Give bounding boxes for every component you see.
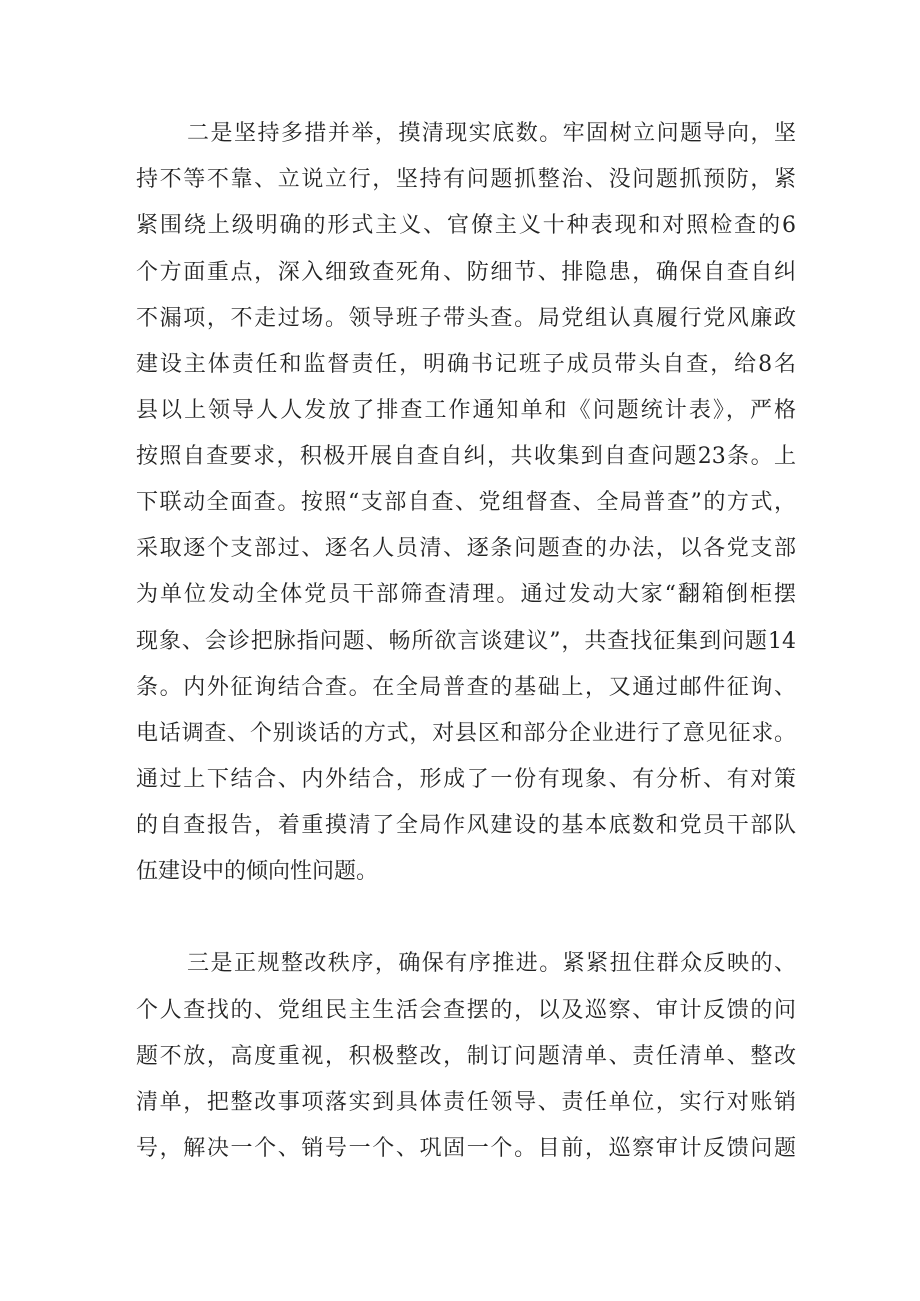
paragraph-2-line-4: 个方面重点，深入细致查死角、防细节、排隐患，确保自查自纠 <box>136 260 796 285</box>
paragraph-2-line-1: 二是坚持多措并举，摸清现实底数。牢固树立问题导向，坚 <box>187 121 796 146</box>
paragraph-2-line-13: 条。内外征询结合查。在全局普查的基础上，又通过邮件征询、 <box>136 675 796 700</box>
paragraph-2-line-12: 现象、会诊把脉指问题、畅所欲言谈建议”，共查找征集到问题14 <box>136 629 796 654</box>
paragraph-2-line-3: 紧围绕上级明确的形式主义、官僚主义十种表现和对照检查的6 <box>136 213 796 238</box>
paragraph-2-line-14: 电话调查、个别谈话的方式，对县区和部分企业进行了意见征求。 <box>136 721 796 746</box>
paragraph-2-line-16: 的自查报告，着重摸清了全局作风建设的基本底数和党员干部队 <box>136 813 796 838</box>
paragraph-3-line-4: 清单，把整改事项落实到具体责任领导、责任单位，实行对账销 <box>136 1090 796 1115</box>
paragraph-2-line-10: 采取逐个支部过、逐名人员清、逐条问题查的办法，以各党支部 <box>136 536 796 561</box>
paragraph-2-line-8: 按照自查要求，积极开展自查自纠，共收集到自查问题23条。上 <box>136 444 796 469</box>
paragraph-3-line-5: 号，解决一个、销号一个、巩固一个。目前，巡察审计反馈问题 <box>136 1136 796 1161</box>
paragraph-2-line-15: 通过上下结合、内外结合，形成了一份有现象、有分析、有对策 <box>136 767 796 792</box>
paragraph-3-line-1: 三是正规整改秩序，确保有序推进。紧紧扭住群众反映的、 <box>187 951 796 976</box>
paragraph-2-line-7: 县以上领导人人发放了排查工作通知单和《问题统计表》，严格 <box>136 398 796 423</box>
paragraph-2-line-2: 持不等不靠、立说立行，坚持有问题抓整治、没问题抓预防，紧 <box>136 167 796 192</box>
paragraph-2-line-11: 为单位发动全体党员干部筛查清理。通过发动大家“翻箱倒柜摆 <box>136 582 796 607</box>
paragraph-3-line-2: 个人查找的、党组民主生活会查摆的，以及巡察、审计反馈的问 <box>136 998 796 1023</box>
paragraph-2-line-5: 不漏项，不走过场。领导班子带头查。局党组认真履行党风廉政 <box>136 306 796 331</box>
paragraph-2-line-17: 伍建设中的倾向性问题。 <box>136 859 379 884</box>
paragraph-2-line-9: 下联动全面查。按照“支部自查、党组督查、全局普查”的方式， <box>136 490 796 515</box>
paragraph-3-line-3: 题不放，高度重视，积极整改，制订问题清单、责任清单、整改 <box>136 1044 796 1069</box>
paragraph-2-line-6: 建设主体责任和监督责任，明确书记班子成员带头自查，给8名 <box>136 352 796 377</box>
